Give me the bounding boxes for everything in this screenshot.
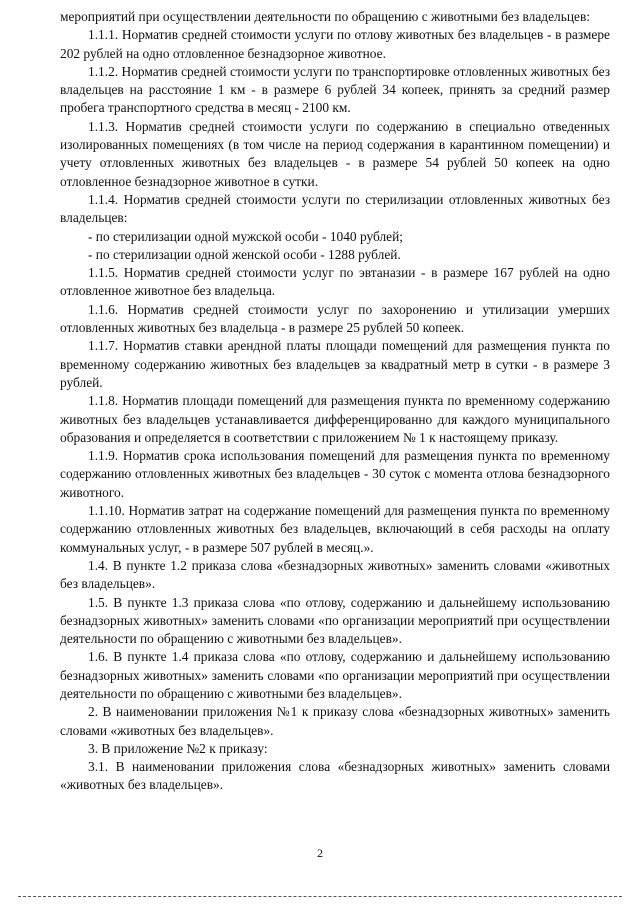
paragraph: - по стерилизации одной женской особи - 1288 рублей. [88, 246, 401, 262]
paragraph: 1.1.9. Норматив срока использования помещений для размещения пункта по временному содержанию отловленных животных без владельцев - 30 суток с момента отлова безнадзорного животного. [60, 448, 610, 500]
paragraph: 1.1.1. Норматив средней стоимости услуги по отлову животных без владельцев - в размере 202 рублей на одно отловленное безнадзорное животное. [60, 27, 610, 61]
page-bottom-rule [18, 896, 622, 897]
paragraph: 1.1.2. Норматив средней стоимости услуги по транспортировке отловленных животных без владельцев на расстояние 1 км - в размере 6 рублей 34 копеек, принять за средний размер пробега транспортного средства в месяц - 2100 км. [60, 63, 610, 116]
paragraph: 1.6. В пункте 1.4 приказа слова «по отлову, содержанию и дальнейшему использованию безнадзорных животных» заменить словами «по организации мероприятий при осуществлении деятельности по обращению с животными без владельцев». [60, 649, 610, 701]
paragraph: 3. В приложение №2 к приказу: [88, 740, 268, 756]
paragraph: 1.1.3. Норматив средней стоимости услуги по содержанию в специально отведенных изолированных помещениях (в том числе на период содержания в карантинном помещении) и учету отловленных животных без владельцев - в размере 54 рублей 50 копеек на одно отловленное безнадзорное животное в сутки. [60, 118, 610, 189]
paragraph: - по стерилизации одной мужской особи - 1040 рублей; [88, 228, 403, 244]
paragraph: 1.1.7. Норматив ставки арендной платы площади помещений для размещения пункта по временному содержанию животных без владельцев за квадратный метр в сутки - в размере 3 рублей. [60, 338, 610, 390]
paragraph: мероприятий при осуществлении деятельности по обращению с животными без владельцев: [60, 9, 591, 24]
paragraph: 2. В наименовании приложения №1 к приказу слова «безнадзорных животных» заменить словами «животных без владельцев». [60, 704, 610, 738]
paragraph: 1.1.6. Норматив средней стоимости услуг по захоронению и утилизации умерших отловленных животных без владельца - в размере 25 рублей 50 копеек. [60, 301, 610, 336]
paragraph: 1.1.10. Норматив затрат на содержание помещений для размещения пункта по временному содержанию отловленных животных без владельцев, включающий в себя расходы на оплату коммунальных услуг, - в размере 507 рублей в месяц.». [60, 503, 610, 555]
paragraph: 1.1.8. Норматив площади помещений для размещения пункта по временному содержанию животных без владельцев устанавливается дифференцированно для каждого муниципального образования и определяется в соответствии с приложением № 1 к настоящему приказу. [60, 393, 610, 445]
paragraph: 1.1.4. Норматив средней стоимости услуги по стерилизации отловленных животных без владельцев: [60, 191, 610, 226]
page-number: 2 [317, 846, 323, 860]
paragraph: 1.1.5. Норматив средней стоимости услуг по эвтаназии - в размере 167 рублей на одно отловленное животное без владельца. [60, 265, 610, 299]
paragraph: 3.1. В наименовании приложения слова «безнадзорных животных» заменить словами «животных без владельцев». [60, 759, 610, 793]
document-body [60, 8, 610, 795]
paragraph: 1.4. В пункте 1.2 приказа слова «безнадзорных животных» заменить словами «животных без владельцев». [60, 557, 610, 592]
paragraph: 1.5. В пункте 1.3 приказа слова «по отлову, содержанию и дальнейшему использованию безнадзорных животных» заменить словами «по организации мероприятий при осуществлении деятельности по обращению с животными без владельцев». [60, 594, 610, 647]
